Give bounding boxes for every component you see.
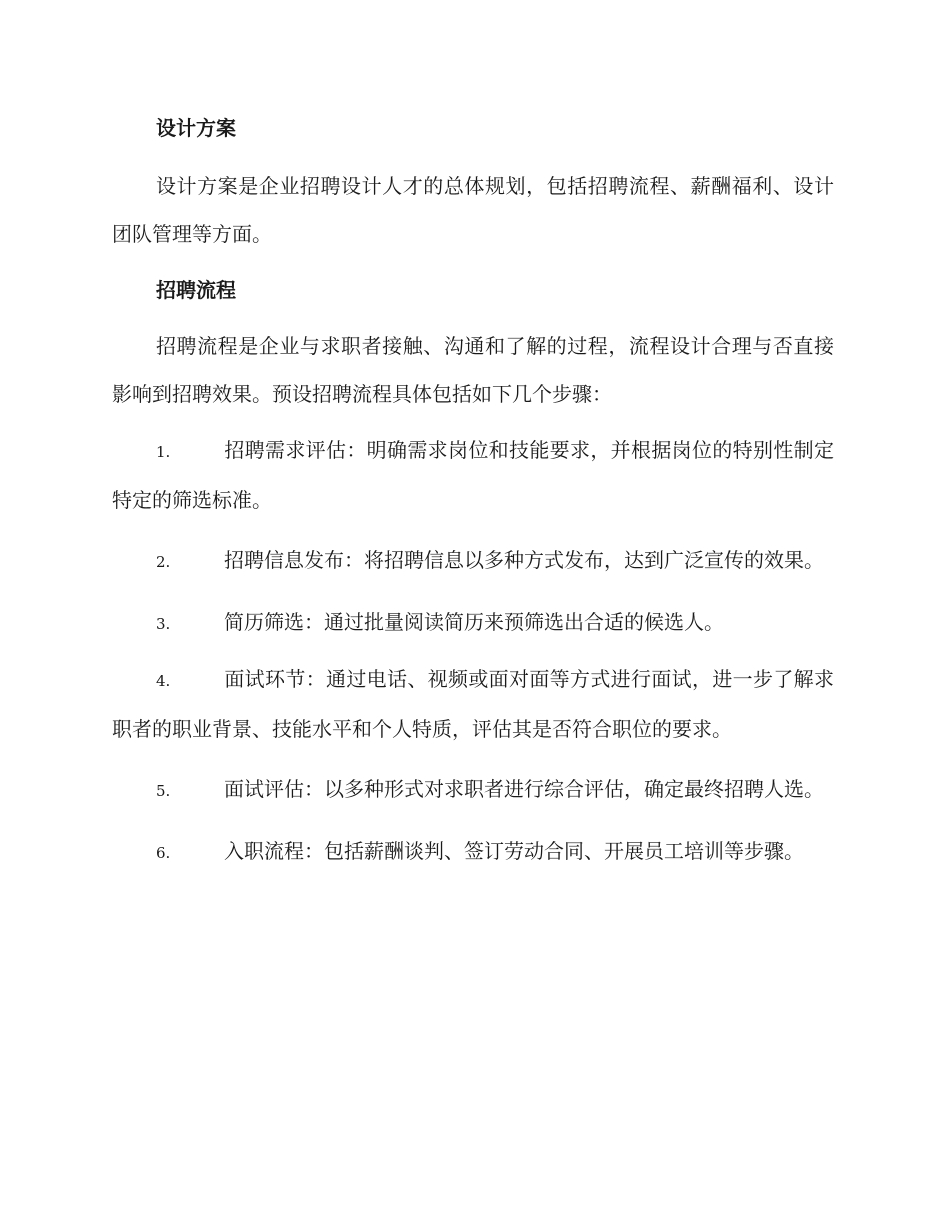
steps-list [112,426,834,877]
document-page [112,108,834,877]
step-text: 招聘需求评估：明确需求岗位和技能要求，并根据岗位的特别性制定特定的筛选标准。 [112,438,834,512]
step-number: 3. [156,615,171,633]
step-number: 4. [156,672,171,690]
section-heading-design-plan: 设计方案 [156,116,236,140]
section-paragraph-recruitment-process: 招聘流程是企业与求职者接触、沟通和了解的过程，流程设计合理与否直接影响到招聘效果。预设招聘流程具体包括如下几个步骤： [112,334,834,406]
step-text: 面试环节：通过电话、视频或面对面等方式进行面试，进一步了解求职者的职业背景、技能水平和个人特质，评估其是否符合职位的要求。 [112,667,834,741]
list-item [112,765,834,815]
step-text: 招聘信息发布：将招聘信息以多种方式发布，达到广泛宣传的效果。 [224,548,824,572]
step-text: 面试评估：以多种形式对求职者进行综合评估，确定最终招聘人选。 [224,777,824,801]
step-number: 5. [156,782,171,800]
list-item [112,655,834,753]
list-item [112,426,834,524]
list-item [112,536,834,586]
step-text: 入职流程：包括薪酬谈判、签订劳动合同、开展员工培训等步骤。 [224,839,804,863]
section-heading-recruitment-process: 招聘流程 [156,278,236,302]
step-number: 2. [156,553,171,571]
step-number: 6. [156,844,171,862]
list-item [112,598,834,648]
section-paragraph-design-plan: 设计方案是企业招聘设计人才的总体规划，包括招聘流程、薪酬福利、设计团队管理等方面。 [112,174,834,246]
step-text: 简历筛选：通过批量阅读简历来预筛选出合适的候选人。 [224,610,724,634]
list-item [112,827,834,877]
step-number: 1. [156,443,171,461]
